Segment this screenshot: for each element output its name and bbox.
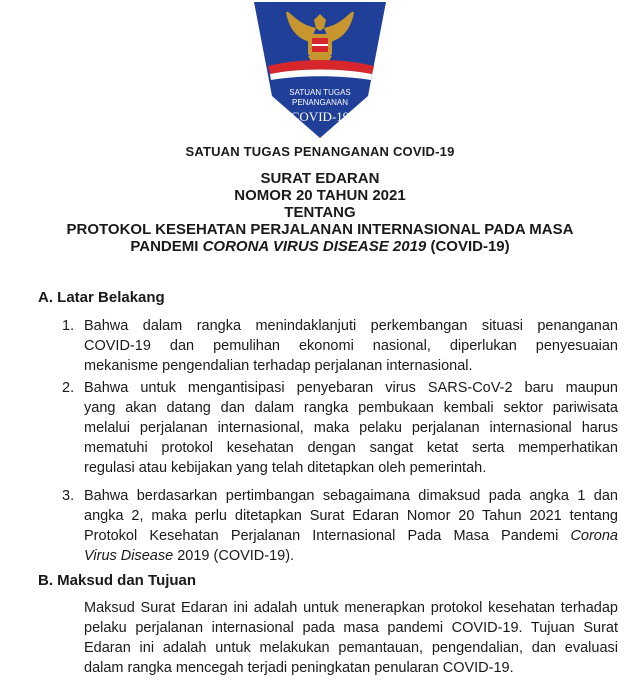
logo-text-line1: SATUAN TUGAS	[289, 88, 351, 97]
text-line: Bahwa untuk mengantisipasi penyebaran virus SARS-CoV-2 baru maupun	[84, 380, 618, 396]
list-item-text	[84, 378, 618, 478]
text-line: melalui perjalanan internasional, maka pelaku perjalanan internasional harus	[84, 420, 618, 436]
text-line: Edaran ini adalah untuk melakukan pemantauan, pengendalian, dan evaluasi	[84, 640, 618, 656]
heading-line-1: SURAT EDARAN	[260, 170, 380, 187]
text-line: COVID-19 dan pemulihan ekonomi nasional, diperlukan penyesuaian	[84, 338, 618, 354]
text-fragment-italic: Corona	[570, 528, 618, 544]
logo-text-line3: COVID-19	[290, 109, 350, 124]
text-line: mematuhi protokol kesehatan dengan sangat ketat serta memperhatikan	[84, 440, 618, 456]
text-line: regulasi atau kebijakan yang telah ditetapkan oleh pemerintah.	[84, 460, 487, 476]
section-b-title: B. Maksud dan Tujuan	[38, 572, 197, 589]
text-fragment: Protokol Kesehatan Perjalanan Internasional Pada Masa Pandemi	[84, 528, 571, 544]
text-line: Maksud Surat Edaran ini adalah untuk menerapkan protokol kesehatan terhadap	[84, 600, 618, 616]
text-line: dalam rangka mencegah terjadi peningkatan penularan COVID-19.	[84, 660, 514, 676]
heading-line-5-c: (COVID-19)	[426, 238, 510, 255]
text-line: Bahwa berdasarkan pertimbangan sebagaimana dimaksud pada angka 1 dan	[84, 488, 618, 504]
text-line: yang akan datang dan dalam rangka pembukaan kembali sektor pariwisata	[84, 400, 618, 416]
text-line	[84, 526, 618, 546]
document-heading	[0, 170, 640, 255]
section-a-title: A. Latar Belakang	[38, 289, 165, 306]
text-line	[84, 546, 618, 566]
list-item-number: 3.	[62, 488, 75, 504]
heading-line-5-b: CORONA VIRUS DISEASE 2019	[202, 238, 427, 255]
list-item-text	[84, 316, 618, 376]
covid-task-force-logo	[250, 0, 390, 138]
text-line: angka 2, maka perlu ditetapkan Surat Edaran Nomor 20 Tahun 2021 tentang	[84, 508, 618, 524]
heading-line-4: PROTOKOL KESEHATAN PERJALANAN INTERNASIONAL PADA MASA	[66, 221, 574, 238]
text-line: Bahwa dalam rangka menindaklanjuti perkembangan situasi penanganan	[84, 318, 618, 334]
heading-line-5-a: PANDEMI	[130, 238, 203, 255]
heading-line-5	[0, 238, 640, 255]
text-fragment: 2019 (COVID-19).	[173, 548, 295, 564]
text-fragment-italic: Virus Disease	[84, 548, 174, 564]
logo-text-line2: PENANGANAN	[291, 98, 349, 107]
text-line: mekanisme pengendalian terhadap perjalanan internasional.	[84, 358, 473, 374]
organization-name: SATUAN TUGAS PENANGANAN COVID-19	[185, 144, 455, 159]
list-item-text	[84, 486, 618, 566]
heading-line-2: NOMOR 20 TAHUN 2021	[234, 187, 406, 204]
list-item-number: 2.	[62, 380, 75, 396]
heading-line-3: TENTANG	[284, 204, 356, 221]
text-line: pelaku perjalanan internasional pada masa pandemi COVID-19. Tujuan Surat	[84, 620, 618, 636]
list-item-number: 1.	[62, 318, 75, 334]
section-b-paragraph	[84, 598, 618, 678]
pentagon-garuda-emblem	[250, 0, 390, 138]
